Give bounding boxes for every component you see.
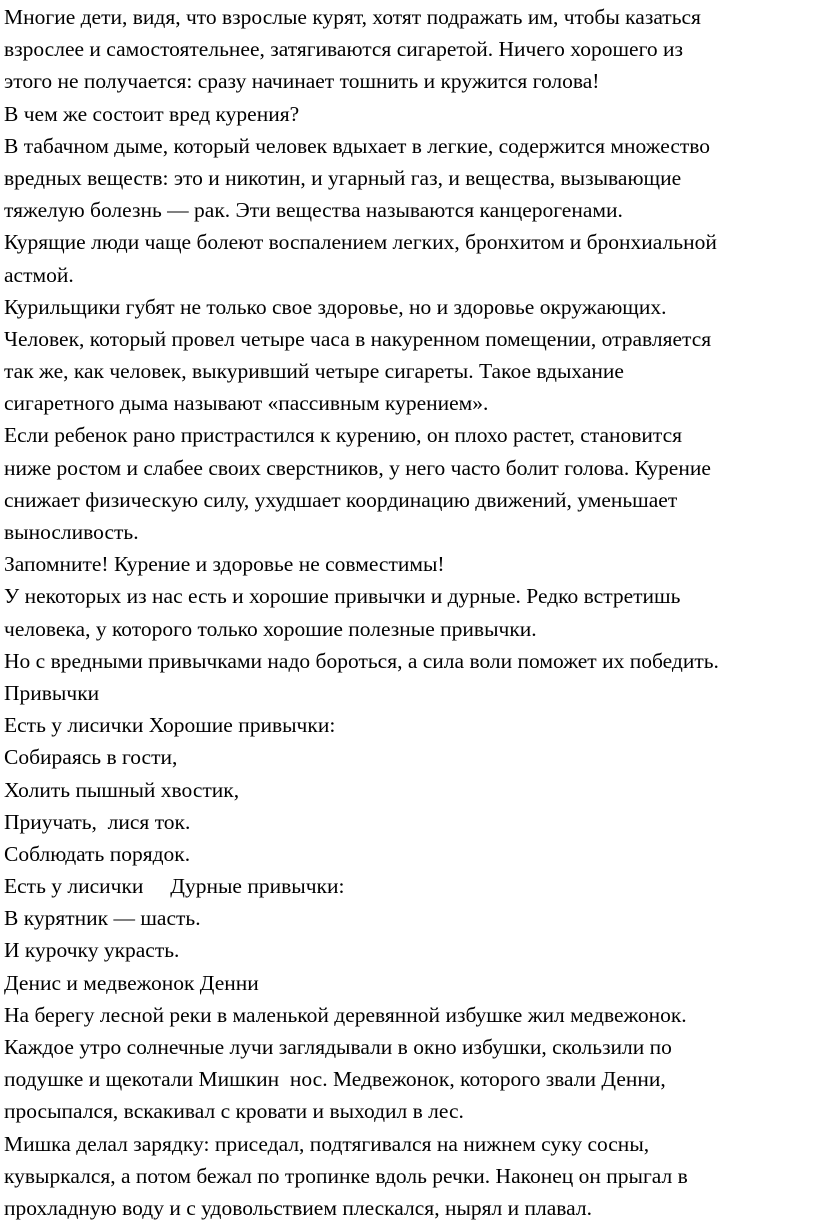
- text-line: этого не получается: сразу начинает тошнить и кружится голова!: [4, 69, 600, 94]
- text-line: кувыркался, а потом бежал по тропинке вдоль речки. Наконец он прыгал в: [4, 1163, 688, 1188]
- text-line: сигаретного дыма называют «пассивным курением».: [4, 391, 489, 416]
- text-line: тяжелую болезнь — рак. Эти вещества называются канцерогенами.: [4, 198, 623, 223]
- text-line: Многие дети, видя, что взрослые курят, хотят подражать им, чтобы казаться: [4, 5, 701, 29]
- text-line: Запомните! Курение и здоровье не совместимы!: [4, 552, 445, 577]
- text-line: снижает физическую силу, ухудшает координацию движений, уменьшает: [4, 487, 678, 512]
- text-line: человека, у которого только хорошие полезные привычки.: [4, 616, 537, 641]
- poem-line: Собираясь в гости,: [4, 745, 178, 770]
- text-line: Мишка делал зарядку: приседал, подтягивался на нижнем суку сосны,: [4, 1131, 650, 1156]
- poem-line: Приучать, лися ток.: [4, 809, 191, 834]
- text-line: астмой.: [4, 262, 74, 287]
- text-line: Человек, который провел четыре часа в накуренном помещении, отравляется: [4, 326, 712, 351]
- section-question: В чем же состоит вред курения?: [4, 101, 300, 126]
- text-line: вредных веществ: это и никотин, и угарный газ, и вещества, вызывающие: [4, 165, 682, 190]
- document-page: [4, 0, 812, 1224]
- text-line: ниже ростом и слабее своих сверстников, у него часто болит голова. Курение: [4, 455, 711, 480]
- text-line: Но с вредными привычками надо бороться, а сила воли поможет их победить.: [4, 648, 719, 673]
- poem-line: Есть у лисички Хорошие привычки:: [4, 713, 336, 738]
- text-line: На берегу лесной реки в маленькой деревянной избушке жил медвежонок.: [4, 1002, 687, 1027]
- text-line: Каждое утро солнечные лучи заглядывали в окно избушки, скользили по: [4, 1035, 672, 1059]
- text-line: Курильщики губят не только свое здоровье, но и здоровье окружающих.: [4, 294, 667, 319]
- text-line: У некоторых из нас есть и хорошие привычки и дурные. Редко встретишь: [4, 584, 681, 609]
- text-line: прохладную воду и с удовольствием плескался, нырял и плавал.: [4, 1195, 593, 1220]
- poem-line: В курятник — шасть.: [4, 906, 201, 931]
- poem-line: Есть у лисички Дурные привычки:: [4, 874, 345, 899]
- text-line: Курящие люди чаще болеют воспалением легких, бронхитом и бронхиальной: [4, 230, 717, 255]
- text-line: так же, как человек, выкуривший четыре сигареты. Такое вдыхание: [4, 359, 624, 384]
- text-line: просыпался, вскакивал с кровати и выходил в лес.: [4, 1099, 464, 1124]
- story-title: Денис и медвежонок Денни: [4, 970, 259, 995]
- text-line: Если ребенок рано пристрастился к курению, он плохо растет, становится: [4, 423, 683, 448]
- poem-title: Привычки: [4, 680, 100, 705]
- text-line: взрослее и самостоятельнее, затягиваются сигаретой. Ничего хорошего из: [4, 37, 683, 62]
- poem-line: Соблюдать порядок.: [4, 841, 191, 866]
- text-line: подушке и щекотали Мишкин нос. Медвежонок, которого звали Денни,: [4, 1067, 666, 1092]
- poem-line: И курочку украсть.: [4, 938, 180, 963]
- text-line: выносливость.: [4, 520, 139, 544]
- text-line: В табачном дыме, который человек вдыхает в легкие, содержится множество: [4, 133, 711, 158]
- poem-line: Холить пышный хвостик,: [4, 777, 240, 802]
